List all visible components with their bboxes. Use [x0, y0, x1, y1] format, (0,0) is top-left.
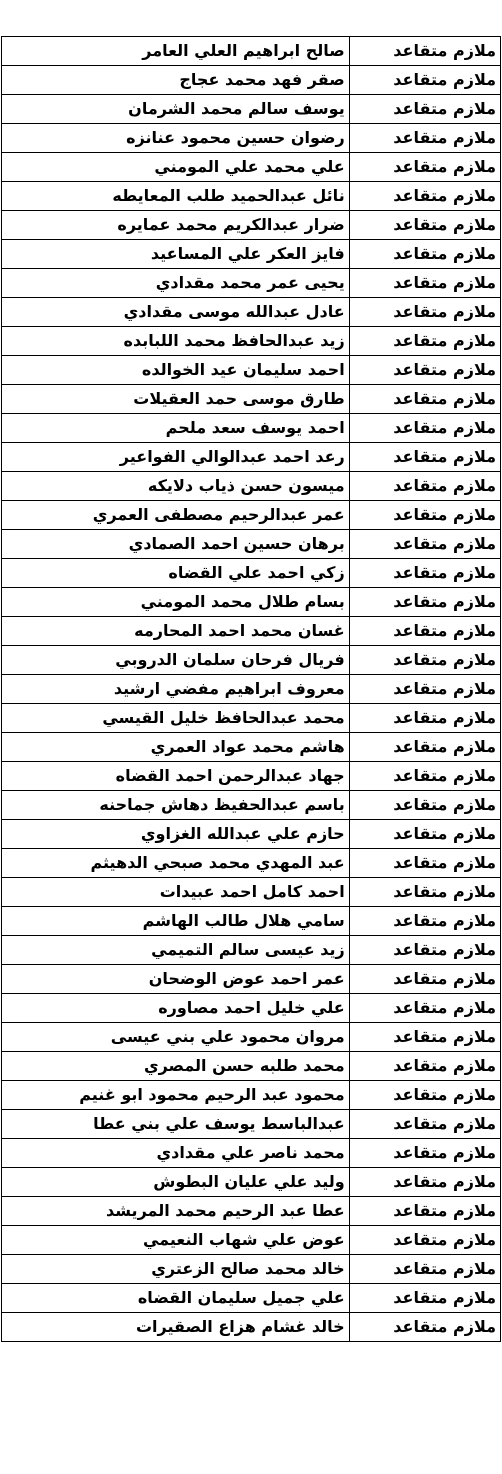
rank-cell: ملازم متقاعد — [349, 443, 500, 472]
rank-cell: ملازم متقاعد — [349, 1313, 500, 1342]
name-cell: معروف ابراهيم مفضي ارشيد — [2, 675, 350, 704]
rank-cell: ملازم متقاعد — [349, 37, 500, 66]
table-row — [2, 1197, 501, 1226]
rank-cell: ملازم متقاعد — [349, 124, 500, 153]
table-row — [2, 559, 501, 588]
name-cell: علي جميل سليمان القضاه — [2, 1284, 350, 1313]
rank-cell: ملازم متقاعد — [349, 1226, 500, 1255]
name-cell: محمد ناصر علي مقدادي — [2, 1139, 350, 1168]
name-cell: بسام طلال محمد المومني — [2, 588, 350, 617]
rank-cell: ملازم متقاعد — [349, 385, 500, 414]
rank-cell: ملازم متقاعد — [349, 965, 500, 994]
name-cell: نائل عبدالحميد طلب المعايطه — [2, 182, 350, 211]
name-cell: محمد عبدالحافظ خليل القيسي — [2, 704, 350, 733]
name-cell: عطا عبد الرحيم محمد المريشد — [2, 1197, 350, 1226]
roster-body — [2, 37, 501, 1342]
rank-cell: ملازم متقاعد — [349, 878, 500, 907]
name-cell: عبدالباسط يوسف علي بني عطا — [2, 1110, 350, 1139]
table-row — [2, 762, 501, 791]
rank-cell: ملازم متقاعد — [349, 1255, 500, 1284]
name-cell: فريال فرحان سلمان الدروبي — [2, 646, 350, 675]
table-row — [2, 820, 501, 849]
table-row — [2, 501, 501, 530]
retired-officers-table — [1, 36, 501, 1342]
table-row — [2, 617, 501, 646]
rank-cell: ملازم متقاعد — [349, 617, 500, 646]
table-row — [2, 1110, 501, 1139]
table-row — [2, 965, 501, 994]
table-row — [2, 240, 501, 269]
table-row — [2, 472, 501, 501]
name-cell: غسان محمد احمد المحارمه — [2, 617, 350, 646]
name-cell: يوسف سالم محمد الشرمان — [2, 95, 350, 124]
name-cell: رعد احمد عبدالوالي الفواعير — [2, 443, 350, 472]
name-cell: وليد علي عليان البطوش — [2, 1168, 350, 1197]
rank-cell: ملازم متقاعد — [349, 95, 500, 124]
table-row — [2, 791, 501, 820]
table-row — [2, 414, 501, 443]
rank-cell: ملازم متقاعد — [349, 153, 500, 182]
table-row — [2, 849, 501, 878]
table-row — [2, 936, 501, 965]
rank-cell: ملازم متقاعد — [349, 907, 500, 936]
table-row — [2, 443, 501, 472]
name-cell: احمد كامل احمد عبيدات — [2, 878, 350, 907]
name-cell: احمد يوسف سعد ملحم — [2, 414, 350, 443]
table-row — [2, 704, 501, 733]
rank-cell: ملازم متقاعد — [349, 704, 500, 733]
name-cell: صالح ابراهيم العلي العامر — [2, 37, 350, 66]
table-row — [2, 327, 501, 356]
name-cell: جهاد عبدالرحمن احمد القضاه — [2, 762, 350, 791]
name-cell: عبد المهدي محمد صبحي الدهيثم — [2, 849, 350, 878]
rank-cell: ملازم متقاعد — [349, 414, 500, 443]
table-row — [2, 530, 501, 559]
name-cell: برهان حسين احمد الصمادي — [2, 530, 350, 559]
table-row — [2, 298, 501, 327]
name-cell: زكي احمد علي القضاه — [2, 559, 350, 588]
table-row — [2, 66, 501, 95]
table-row — [2, 356, 501, 385]
name-cell: عمر احمد عوض الوضحان — [2, 965, 350, 994]
name-cell: علي محمد علي المومني — [2, 153, 350, 182]
table-row — [2, 37, 501, 66]
name-cell: رضوان حسين محمود عنانزه — [2, 124, 350, 153]
name-cell: سامي هلال طالب الهاشم — [2, 907, 350, 936]
rank-cell: ملازم متقاعد — [349, 269, 500, 298]
table-row — [2, 211, 501, 240]
table-row — [2, 878, 501, 907]
name-cell: باسم عبدالحفيظ دهاش جماحنه — [2, 791, 350, 820]
name-cell: عوض علي شهاب النعيمي — [2, 1226, 350, 1255]
table-row — [2, 907, 501, 936]
rank-cell: ملازم متقاعد — [349, 1139, 500, 1168]
roster-sheet — [0, 36, 502, 1342]
table-row — [2, 994, 501, 1023]
name-cell: يحيى عمر محمد مقدادي — [2, 269, 350, 298]
rank-cell: ملازم متقاعد — [349, 936, 500, 965]
table-row — [2, 1139, 501, 1168]
rank-cell: ملازم متقاعد — [349, 530, 500, 559]
name-cell: صقر فهد محمد عجاج — [2, 66, 350, 95]
table-row — [2, 1313, 501, 1342]
name-cell: ميسون حسن ذياب دلايكه — [2, 472, 350, 501]
rank-cell: ملازم متقاعد — [349, 1081, 500, 1110]
table-row — [2, 733, 501, 762]
table-row — [2, 1052, 501, 1081]
table-row — [2, 1284, 501, 1313]
rank-cell: ملازم متقاعد — [349, 211, 500, 240]
table-row — [2, 385, 501, 414]
rank-cell: ملازم متقاعد — [349, 1168, 500, 1197]
name-cell: عادل عبدالله موسى مقدادي — [2, 298, 350, 327]
rank-cell: ملازم متقاعد — [349, 66, 500, 95]
name-cell: محمود عبد الرحيم محمود ابو غنيم — [2, 1081, 350, 1110]
table-row — [2, 1081, 501, 1110]
table-row — [2, 588, 501, 617]
rank-cell: ملازم متقاعد — [349, 849, 500, 878]
table-row — [2, 1168, 501, 1197]
rank-cell: ملازم متقاعد — [349, 791, 500, 820]
table-row — [2, 182, 501, 211]
rank-cell: ملازم متقاعد — [349, 820, 500, 849]
name-cell: طارق موسى حمد العقيلات — [2, 385, 350, 414]
rank-cell: ملازم متقاعد — [349, 1284, 500, 1313]
name-cell: ضرار عبدالكريم محمد عمايره — [2, 211, 350, 240]
rank-cell: ملازم متقاعد — [349, 1110, 500, 1139]
name-cell: فايز العكر علي المساعيد — [2, 240, 350, 269]
rank-cell: ملازم متقاعد — [349, 356, 500, 385]
rank-cell: ملازم متقاعد — [349, 762, 500, 791]
rank-cell: ملازم متقاعد — [349, 559, 500, 588]
rank-cell: ملازم متقاعد — [349, 182, 500, 211]
table-row — [2, 1226, 501, 1255]
rank-cell: ملازم متقاعد — [349, 472, 500, 501]
table-row — [2, 1023, 501, 1052]
rank-cell: ملازم متقاعد — [349, 1197, 500, 1226]
table-row — [2, 646, 501, 675]
rank-cell: ملازم متقاعد — [349, 240, 500, 269]
rank-cell: ملازم متقاعد — [349, 675, 500, 704]
table-row — [2, 1255, 501, 1284]
name-cell: خالد غشام هزاع الصقيرات — [2, 1313, 350, 1342]
rank-cell: ملازم متقاعد — [349, 327, 500, 356]
table-row — [2, 269, 501, 298]
name-cell: خالد محمد صالح الزعتري — [2, 1255, 350, 1284]
rank-cell: ملازم متقاعد — [349, 733, 500, 762]
rank-cell: ملازم متقاعد — [349, 588, 500, 617]
name-cell: حازم علي عبدالله الغزاوي — [2, 820, 350, 849]
name-cell: زيد عبدالحافظ محمد اللبابده — [2, 327, 350, 356]
rank-cell: ملازم متقاعد — [349, 646, 500, 675]
name-cell: محمد طلبه حسن المصري — [2, 1052, 350, 1081]
table-row — [2, 675, 501, 704]
rank-cell: ملازم متقاعد — [349, 501, 500, 530]
name-cell: علي خليل احمد مصاوره — [2, 994, 350, 1023]
name-cell: احمد سليمان عيد الخوالده — [2, 356, 350, 385]
rank-cell: ملازم متقاعد — [349, 994, 500, 1023]
table-row — [2, 124, 501, 153]
table-row — [2, 95, 501, 124]
rank-cell: ملازم متقاعد — [349, 298, 500, 327]
name-cell: هاشم محمد عواد العمري — [2, 733, 350, 762]
table-row — [2, 153, 501, 182]
name-cell: مروان محمود علي بني عيسى — [2, 1023, 350, 1052]
rank-cell: ملازم متقاعد — [349, 1052, 500, 1081]
rank-cell: ملازم متقاعد — [349, 1023, 500, 1052]
name-cell: زيد عيسى سالم التميمي — [2, 936, 350, 965]
name-cell: عمر عبدالرحيم مصطفى العمري — [2, 501, 350, 530]
